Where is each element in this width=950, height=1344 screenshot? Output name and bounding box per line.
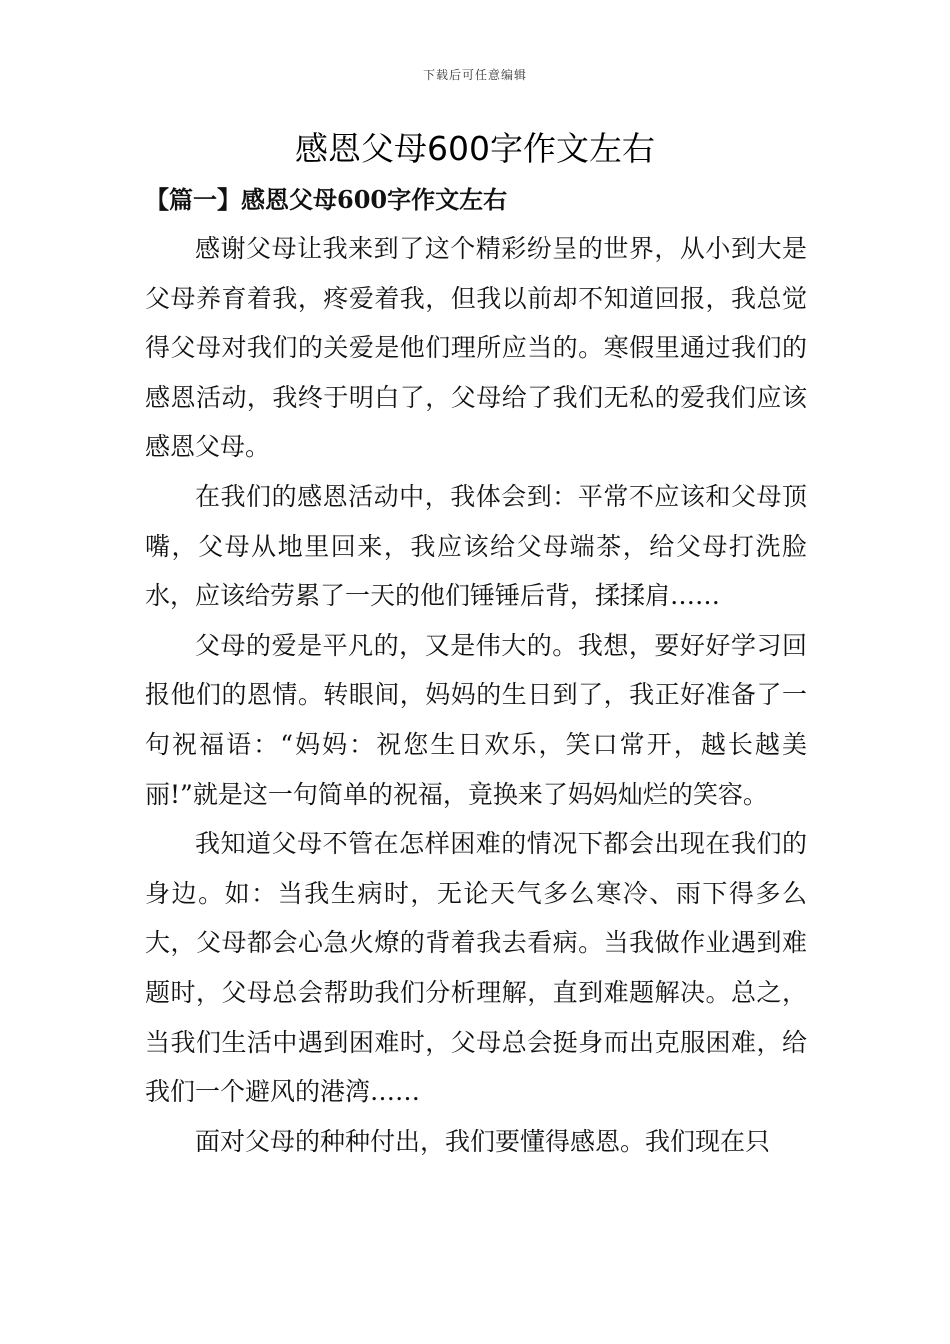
document-title: 感恩父母600字作文左右 [295,129,655,168]
paragraph: 在我们的感恩活动中，我体会到：平常不应该和父母顶嘴，父母从地里回来，我应该给父母端茶，给父母打洗脸水，应该给劳累了一天的他们锤锤后背，揉揉肩…… [145,481,807,611]
document-body [145,224,807,1166]
paragraph: 面对父母的种种付出，我们要懂得感恩。我们现在只 [195,1126,771,1156]
header-note: 下载后可任意编辑 [422,68,527,82]
section-heading: 【篇一】感恩父母600字作文左右 [145,185,508,214]
paragraph: 我知道父母不管在怎样困难的情况下都会出现在我们的身边。如：当我生病时，无论天气多么寒冷、雨下得多么大，父母都会心急火燎的背着我去看病。当我做作业遇到难题时，父母总会帮助我们分析理解，直到难题解决。总之，当我们生活中遇到困难时，父母总会挺身而出克服困难，给我们一个避风的港湾…… [145,829,807,1107]
paragraph: 父母的爱是平凡的，又是伟大的。我想，要好好学习回报他们的恩情。转眼间，妈妈的生日到了，我正好准备了一句祝福语：“妈妈：祝您生日欢乐，笑口常开，越长越美丽!”就是这一句简单的祝福，竟换来了妈妈灿烂的笑容。 [145,630,807,809]
paragraph: 感谢父母让我来到了这个精彩纷呈的世界，从小到大是父母养育着我，疼爱着我，但我以前却不知道回报，我总觉得父母对我们的关爱是他们理所应当的。寒假里通过我们的感恩活动，我终于明白了，父母给了我们无私的爱我们应该感恩父母。 [145,234,807,462]
